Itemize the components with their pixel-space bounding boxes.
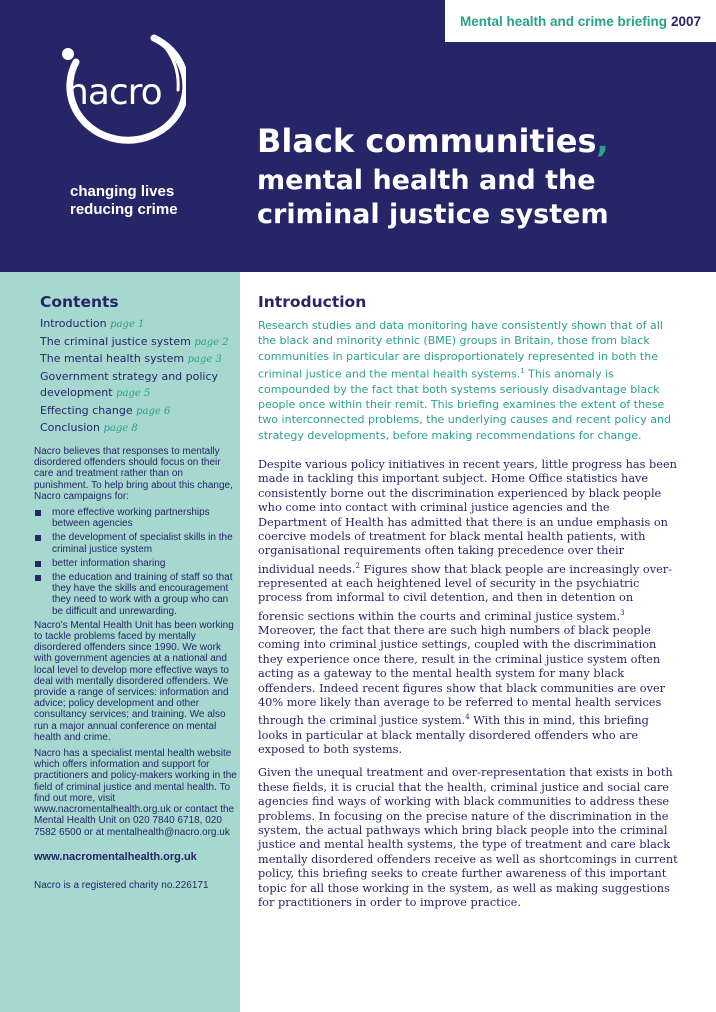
main-content — [258, 293, 678, 920]
unit-text: Nacro's Mental Health Unit has been working to tackle problems faced by mentally disordered offenders since 1990. We work with government agencies at a national and local level to develop more effective ways to deal with mentally disordered offenders. We provide a range of services: information and advice; policy development and other consultancy services; and training. We also run a major annual conference on mental health and crime. — [34, 619, 234, 743]
footnote-ref: 2 — [355, 561, 360, 570]
footnote-ref: 4 — [465, 713, 470, 722]
section-heading: Introduction — [258, 293, 367, 311]
charity-number: Nacro is a registered charity no.226171 — [34, 879, 209, 891]
title-line: Black communities, — [257, 122, 609, 160]
campaign-list — [34, 507, 239, 617]
title-line: mental health and the — [257, 165, 596, 196]
website-link[interactable]: www.nacromentalhealth.org.uk — [34, 850, 197, 863]
website-text: Nacro has a specialist mental health website which offers information and support for practitioners and policy-makers working in the field of criminal justice and mental health. To find out more, visit www.nacromentalhealth.org.uk or contact the Mental Health Unit on 020 7840 6718, 020 7582 6500 or at mentalhealth@nacro.org.uk — [34, 748, 237, 838]
toc-item[interactable]: Conclusion page 8 — [40, 421, 138, 434]
list-item: the development of specialist skills in the criminal justice system — [34, 532, 239, 554]
list-item: the education and training of staff so that they have the skills and encouragement they need to work with a group who can be difficult and unrewarding. — [34, 572, 239, 617]
title-comma: , — [596, 122, 609, 160]
list-item: more effective working partnerships between agencies — [34, 507, 239, 529]
toc-item[interactable]: Government strategy and policy development page 5 — [40, 369, 219, 399]
page-title — [257, 118, 609, 232]
toc-item[interactable]: Effecting change page 6 — [40, 403, 171, 417]
briefing-tag — [445, 0, 716, 42]
briefing-label: Mental health and crime briefing — [459, 13, 667, 29]
intro-lead: Research studies and data monitoring have consistently shown that of all the black and minority ethnic (BME) groups in Britain, those from black communities in particular are disproportionately represented in both the criminal justice and the mental health systems.$^1$ This anomaly is compounded by the fact that both systems seriously disadvantage black people once within their remit. This briefing examines the extent of these two interconnected problems, the underlying causes and recent policy and strategy developments, before making recommendations for change. — [258, 319, 671, 442]
toc-item[interactable]: Introduction page 1 — [40, 317, 145, 330]
header-banner — [0, 0, 716, 272]
table-of-contents — [40, 316, 235, 438]
slogan-line: changing lives — [70, 183, 175, 200]
campaign-intro: Nacro believes that responses to mentally disordered offenders should focus on their care and treatment rather than on punishment. To help bring about this change, Nacro campaigns for: — [34, 446, 233, 502]
briefing-year: 2007 — [671, 13, 702, 29]
toc-item[interactable]: The mental health system page 3 — [40, 352, 222, 365]
slogan — [70, 183, 178, 219]
sidebar-text — [34, 446, 239, 896]
footnote-ref: 1 — [520, 366, 525, 375]
footnote-ref: 3 — [620, 608, 625, 617]
body-paragraph: Despite various policy initiatives in recent years, little progress has been made in tackling this important subject. Home Office statistics have consistently borne out the discrimination experienced by black people who come into contact with criminal justice agencies and the Department of Health has admitted that there is an undue emphasis on coercive models of treatment for black mental health patients, with organisational requirements often taking precedence over their individual needs.$^2$ Figures show that black people are increasingly over-represented at each heightened level of security in the psychiatric process from informal to civil detention, and then in detention on forensic sections within the courts and criminal justice system.$^3$ Moreover, the fact that there are such high numbers of black people coming into criminal justice settings, coupled with the discrimination they experience once there, result in the criminal justice system often acting as a gateway to the mental health system for many black offenders. Indeed recent figures show that black communities are over 40% more likely than average to be referred to mental health services through the criminal justice system.$^4$ With this in mind, this briefing looks in particular at black mentally disordered offenders who are exposed to both systems. — [258, 458, 677, 757]
slogan-line: reducing crime — [70, 201, 178, 218]
list-item: better information sharing — [34, 558, 239, 569]
title-line: criminal justice system — [257, 199, 609, 230]
toc-item[interactable]: The criminal justice system page 2 — [40, 334, 229, 348]
body-paragraph: Given the unequal treatment and over-representation that exists in both these fields, it is crucial that the health, criminal justice and social care agencies find ways of working with black communities to address these problems. In focusing on the precise nature of the discrimination in the system, the actual pathways which bring black people into the criminal justice and mental health systems, the type of treatment and care black mentally disordered offenders receive as well as shortcomings in current policy, this briefing seeks to create further awareness of this important topic for all those working in the system, as well as making suggestions for practitioners in order to improve practice. — [258, 766, 678, 910]
logo-wordmark: nacro — [66, 72, 162, 113]
contents-heading: Contents — [40, 293, 119, 311]
